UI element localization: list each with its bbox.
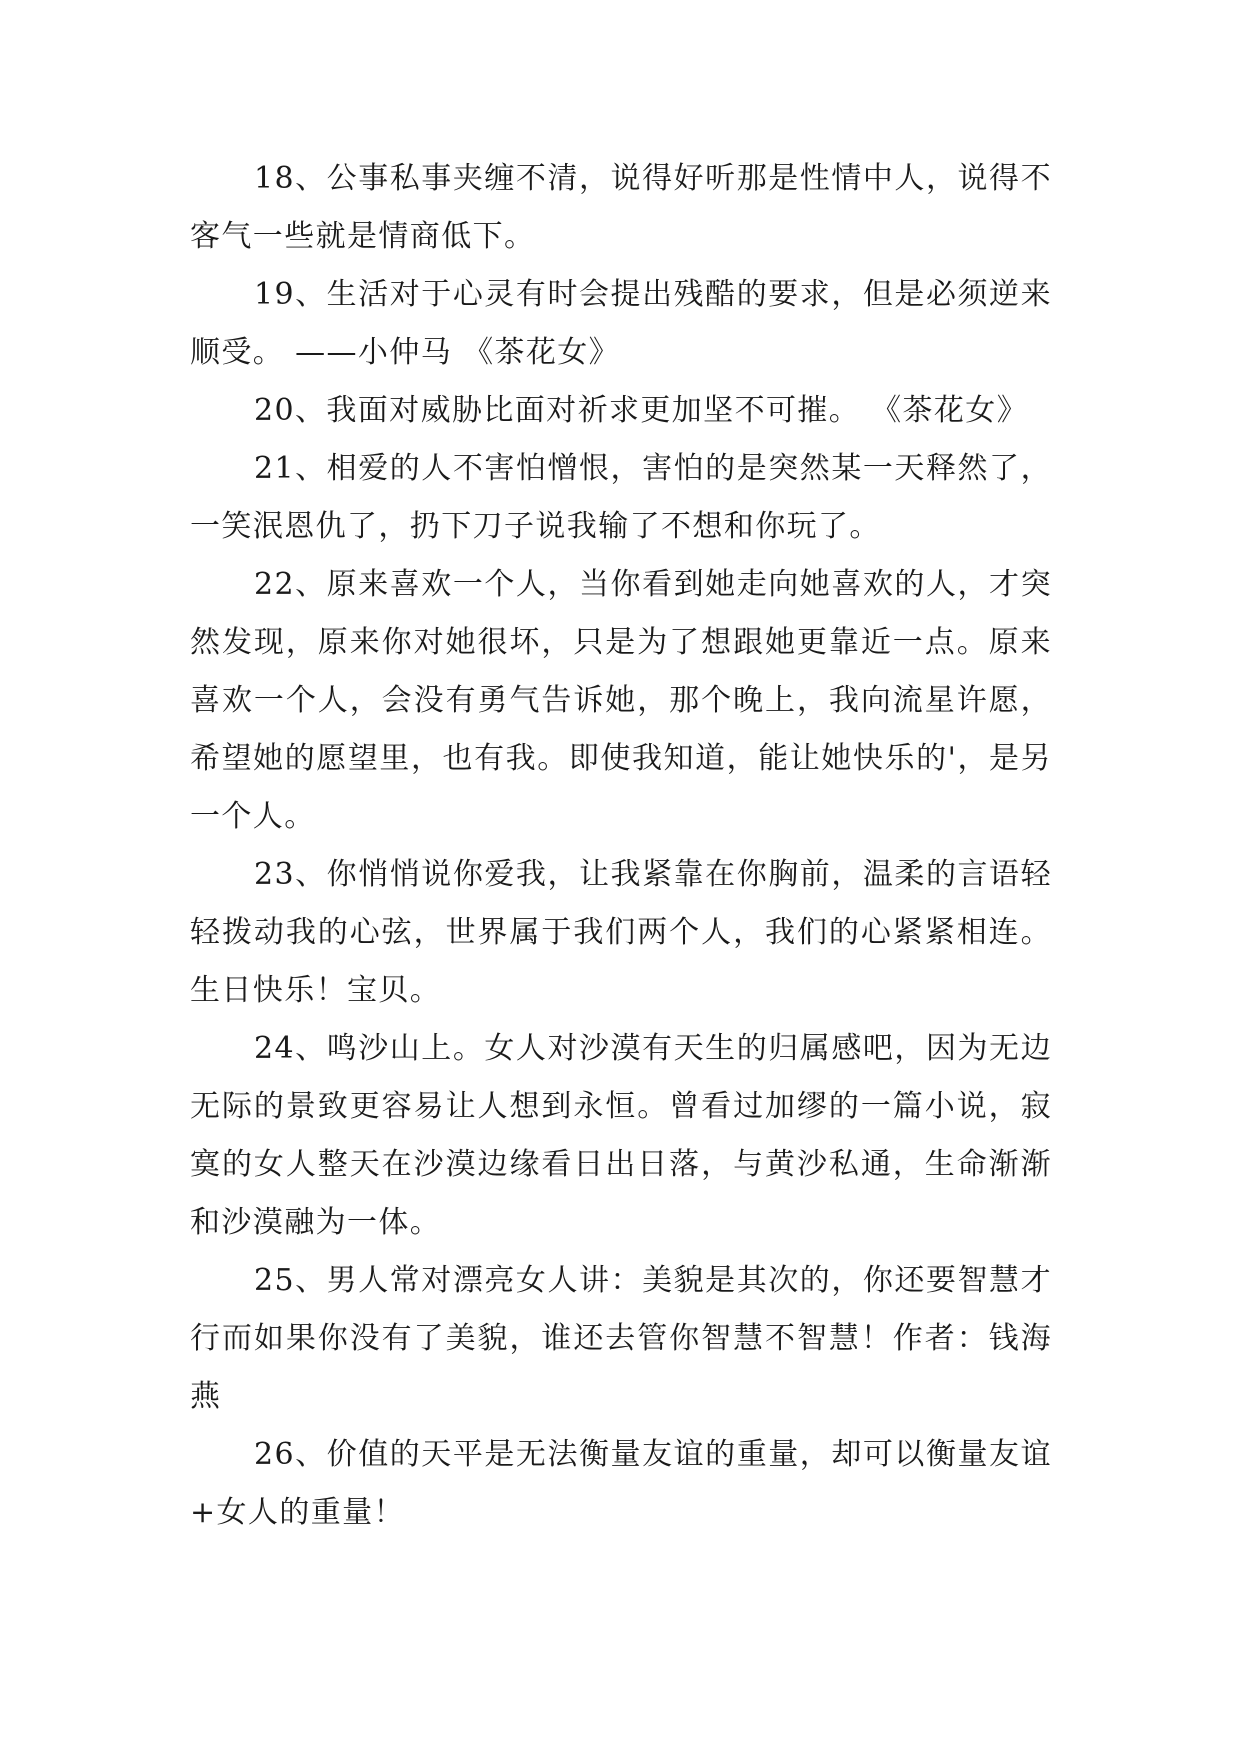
paragraph-26: 26、价值的天平是无法衡量友谊的重量，却可以衡量友谊+女人的重量！: [190, 1437, 1052, 1530]
document-body: [190, 150, 1052, 1542]
paragraph-23: 23、你悄悄说你爱我，让我紧靠在你胸前，温柔的言语轻轻拨动我的心弦，世界属于我们两个人，我们的心紧紧相连。生日快乐！宝贝。: [190, 857, 1052, 1008]
paragraph-20: 20、我面对威胁比面对祈求更加坚不可摧。 《茶花女》: [254, 393, 1029, 428]
paragraph-25: 25、男人常对漂亮女人讲：美貌是其次的，你还要智慧才行而如果你没有了美貌，谁还去管你智慧不智慧！作者：钱海燕: [190, 1263, 1052, 1414]
paragraph-22: 22、原来喜欢一个人，当你看到她走向她喜欢的人，才突然发现，原来你对她很坏，只是为了想跟她更靠近一点。原来喜欢一个人，会没有勇气告诉她，那个晚上，我向流星许愿，希望她的愿望里，也有我。即使我知道，能让她快乐的'，是另一个人。: [190, 567, 1052, 834]
paragraph-24: 24、鸣沙山上。女人对沙漠有天生的归属感吧，因为无边无际的景致更容易让人想到永恒。曾看过加缪的一篇小说，寂寞的女人整天在沙漠边缘看日出日落，与黄沙私通，生命渐渐和沙漠融为一体。: [190, 1031, 1052, 1240]
paragraph-19: 19、生活对于心灵有时会提出残酷的要求，但是必须逆来顺受。 ——小仲马 《茶花女》: [190, 277, 1052, 370]
paragraph-21: 21、相爱的人不害怕憎恨，害怕的是突然某一天释然了，一笑泯恩仇了，扔下刀子说我输了不想和你玩了。: [190, 451, 1052, 544]
paragraph-18: 18、公事私事夹缠不清，说得好听那是性情中人，说得不客气一些就是情商低下。: [190, 161, 1052, 254]
